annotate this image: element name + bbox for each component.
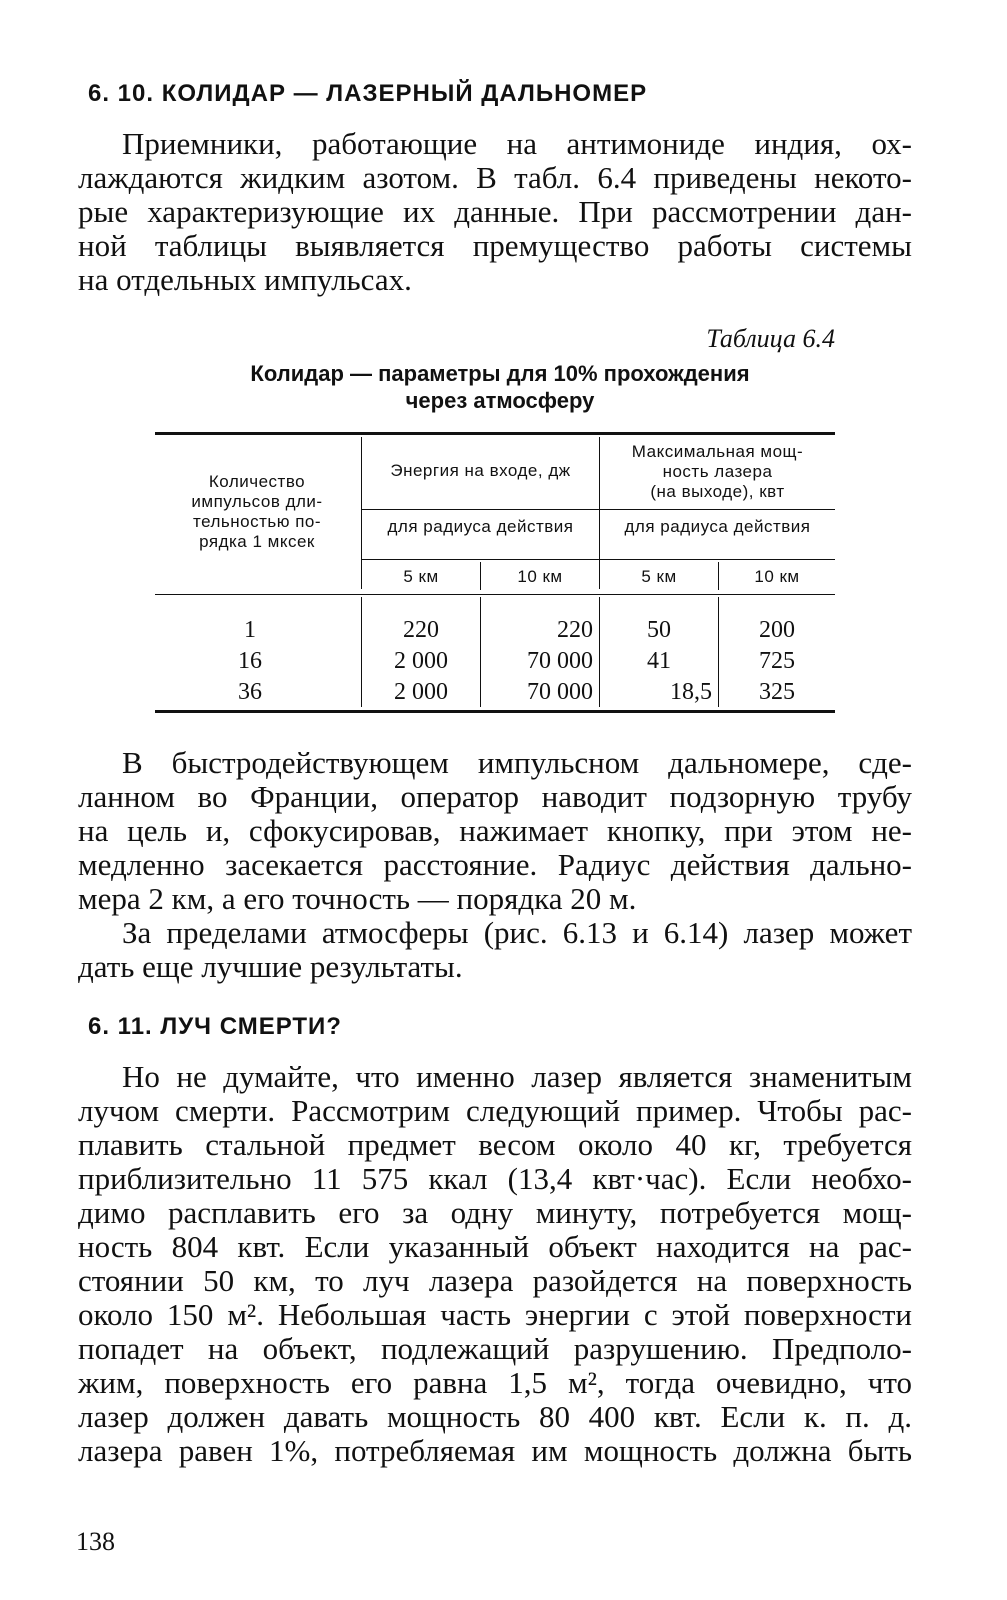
subheader-10km: 10 км: [517, 567, 563, 586]
table-header-bottom-rule: [155, 594, 835, 595]
text-line: плавить стальной предмет весом около 40 кг, требуется: [78, 1127, 912, 1162]
cell-power-5km: 50: [647, 617, 671, 643]
cell-energy-10km: 70 000: [527, 648, 593, 674]
text-line: За пределами атмосферы (рис. 6.13 и 6.14) лазер может: [122, 915, 912, 950]
header-text: импульсов дли-: [191, 492, 323, 511]
table-top-rule: [155, 432, 835, 435]
text-line: лаждаются жидким азотом. В табл. 6.4 приведены некото-: [78, 160, 912, 195]
page-number: 138: [76, 1527, 115, 1556]
header-text: тельностью по-: [192, 512, 322, 531]
text-line: около 150 м². Небольшая часть энергии с этой поверхности: [78, 1297, 912, 1332]
cell-power-10km: 325: [759, 679, 795, 705]
cell-energy-10km: 70 000: [527, 679, 593, 705]
table-bottom-rule: [155, 710, 835, 713]
text-line: рые характеризующие их данные. При рассмотрении дан-: [78, 194, 912, 229]
text-line: приблизительно 11 575 ккал (13,4 квт·час). Если необхо-: [78, 1161, 912, 1196]
col-header-count: [155, 472, 359, 552]
col-header-power: [600, 442, 835, 502]
text-line: лазера равен 1%, потребляемая им мощность должна быть: [78, 1433, 912, 1468]
subheader-5km: 5 км: [403, 567, 439, 586]
subheader-range-power: для радиуса действия: [624, 517, 811, 536]
header-text: Максимальная мощ-: [631, 442, 804, 461]
cell-energy-5km: 2 000: [394, 679, 448, 705]
header-text: рядка 1 мксек: [199, 532, 315, 551]
text-line: В быстродействующем импульсном дальномере, сде-: [122, 745, 912, 780]
text-line: на цель и, сфокусировав, нажимает кнопку, при этом не-: [78, 813, 912, 848]
text-line: мера 2 км, а его точность — порядка 20 м.: [78, 881, 637, 916]
text-line: на отдельных импульсах.: [78, 262, 412, 297]
text-line: димо расплавить его за одну минуту, потребуется мощ-: [78, 1195, 912, 1230]
text-line: медленно засекается расстояние. Радиус действия дально-: [78, 847, 912, 882]
cell-count: 1: [244, 617, 256, 643]
text-line: лучом смерти. Рассмотрим следующий пример. Чтобы рас-: [78, 1093, 912, 1128]
section-heading-6-10: 6. 10. КОЛИДАР — ЛАЗЕРНЫЙ ДАЛЬНОМЕР: [88, 80, 648, 107]
text-line: стоянии 50 км, то луч лазера разойдется на поверхность: [78, 1263, 912, 1298]
cell-energy-5km: 2 000: [394, 648, 448, 674]
cell-power-10km: 725: [759, 648, 795, 674]
cell-count: 16: [238, 648, 262, 674]
table-label: Таблица 6.4: [706, 324, 835, 353]
cell-count: 36: [238, 679, 262, 705]
table-title-line2: через атмосферу: [405, 388, 595, 413]
header-text: (на выходе), квт: [650, 482, 785, 501]
text-line: жим, поверхность его равна 1,5 м², тогда очевидно, что: [78, 1365, 912, 1400]
text-line: дать еще лучшие результаты.: [78, 949, 463, 984]
text-line: ланном во Франции, оператор наводит подзорную трубу: [78, 779, 912, 814]
header-text: ность лазера: [662, 462, 773, 481]
subheader-5km: 5 км: [641, 567, 677, 586]
section-heading-6-11: 6. 11. ЛУЧ СМЕРТИ?: [88, 1013, 342, 1040]
text-line: лазер должен давать мощность 80 400 квт. Если к. п. д.: [78, 1399, 912, 1434]
header-text: Количество: [208, 472, 306, 491]
cell-power-5km: 18,5: [670, 679, 712, 705]
subheader-range-energy: для радиуса действия: [387, 517, 574, 536]
cell-power-5km: 41: [647, 648, 671, 674]
cell-energy-10km: 220: [557, 617, 593, 643]
text-line: попадет на объект, подлежащий разрушению. Предполо-: [78, 1331, 912, 1366]
cell-power-10km: 200: [759, 617, 795, 643]
col-header-energy: Энергия на входе, дж: [390, 461, 571, 480]
cell-energy-5km: 220: [403, 617, 439, 643]
text-line: ной таблицы выявляется премущество работы системы: [78, 228, 912, 263]
table-title-line1: Колидар — параметры для 10% прохождения: [250, 361, 750, 386]
text-line: Но не думайте, что именно лазер является знаменитым: [122, 1059, 912, 1094]
subheader-10km: 10 км: [754, 567, 800, 586]
text-line: ность 804 квт. Если указанный объект находится на рас-: [78, 1229, 912, 1264]
text-line: Приемники, работающие на антимониде индия, ох-: [122, 126, 912, 161]
